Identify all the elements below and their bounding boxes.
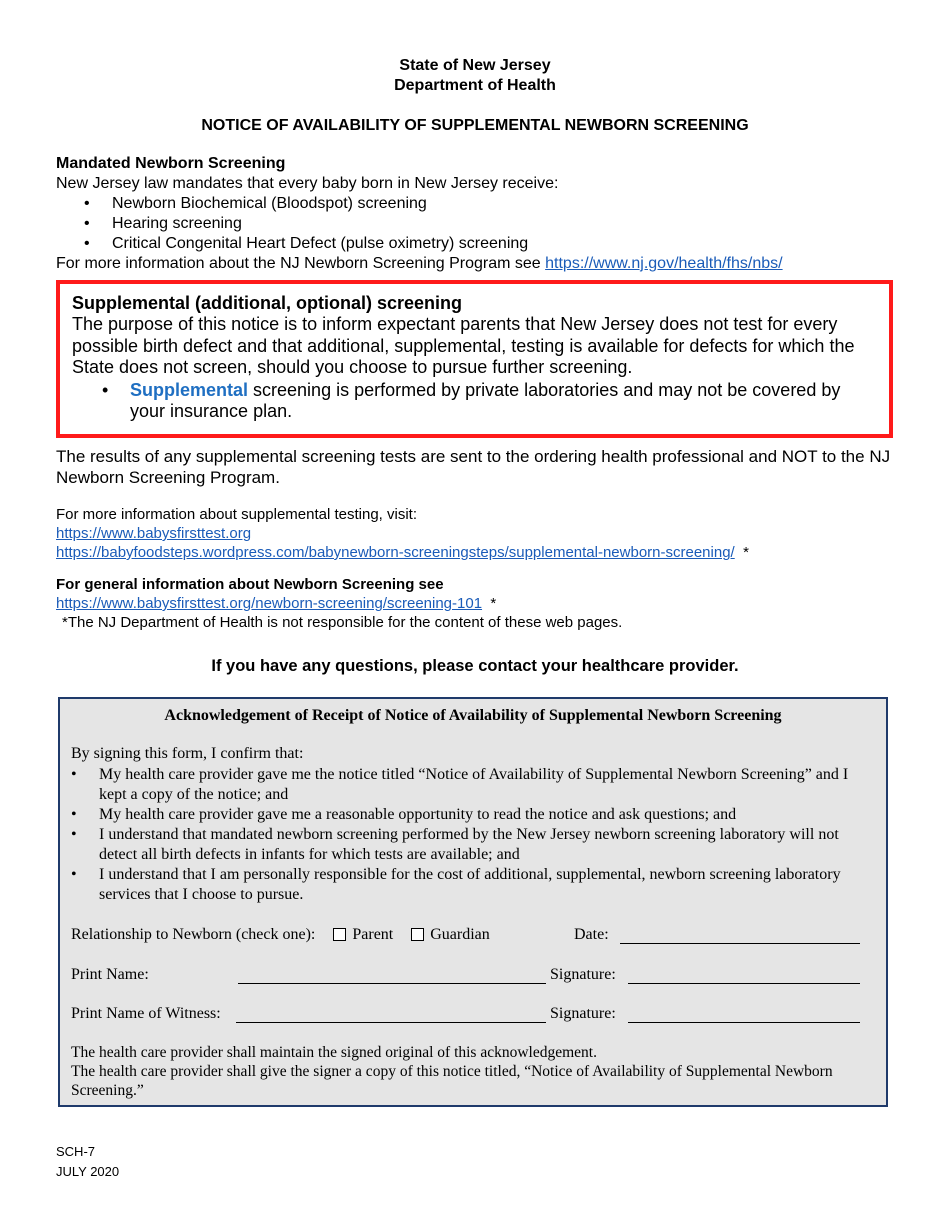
more-info-section bbox=[56, 505, 916, 562]
supplemental-alert-box bbox=[56, 280, 893, 438]
guardian-option-label: Guardian bbox=[430, 926, 490, 943]
list-item: • Hearing screening bbox=[56, 214, 896, 234]
supplemental-highlight: Supplemental bbox=[130, 379, 249, 400]
link-marker: * bbox=[743, 544, 749, 561]
questions-text: If you have any questions, please contact your healthcare provider. bbox=[211, 657, 739, 675]
parent-option-label: Parent bbox=[352, 926, 394, 943]
mandated-intro: New Jersey law mandates that every baby born in New Jersey receive: bbox=[56, 175, 559, 192]
ack-intro: By signing this form, I confirm that: bbox=[71, 745, 304, 762]
babyfoodsteps-link[interactable]: https://babyfoodsteps.wordpress.com/babynewborn-screeningsteps/supplemental-newborn-screening/ bbox=[56, 544, 735, 561]
mandated-section bbox=[56, 154, 896, 274]
state-name: State of New Jersey bbox=[399, 57, 551, 74]
parent-checkbox[interactable] bbox=[333, 928, 346, 941]
notice-title: NOTICE OF AVAILABILITY OF SUPPLEMENTAL NEWBORN SCREENING bbox=[201, 117, 749, 134]
babysfirsttest-link[interactable]: https://www.babysfirsttest.org bbox=[56, 525, 252, 542]
signature-label: Signature: bbox=[550, 966, 616, 983]
mandated-heading: Mandated Newborn Screening bbox=[56, 155, 286, 172]
results-text: The results of any supplemental screening tests are sent to the ordering health professional and NOT to the NJ Newborn Screening Program. bbox=[56, 447, 891, 487]
witness-signature-label: Signature: bbox=[550, 1005, 616, 1022]
witness-signature-field[interactable] bbox=[628, 1022, 860, 1023]
link-marker: * bbox=[490, 595, 497, 612]
list-item: • Newborn Biochemical (Bloodspot) screening bbox=[56, 194, 896, 214]
ack-list bbox=[71, 765, 871, 905]
date-label: Date: bbox=[574, 926, 609, 943]
ack-footer-line1: The health care provider shall maintain the signed original of this acknowledgement. bbox=[71, 1044, 597, 1061]
mandated-more-info bbox=[56, 254, 896, 274]
mandated-list bbox=[56, 194, 896, 254]
more-info-text: For more information about the NJ Newborn Screening Program see bbox=[56, 255, 546, 272]
print-name-label: Print Name: bbox=[71, 966, 149, 983]
list-item: • I understand that I am personally responsible for the cost of additional, supplemental, newborn screening laboratory services that I choose to pursue. bbox=[71, 865, 871, 905]
supplemental-list bbox=[72, 380, 875, 423]
department-name: Department of Health bbox=[394, 77, 556, 94]
supplemental-bullet-text: screening is performed by private laboratories and may not be covered by your insurance plan. bbox=[130, 379, 841, 421]
screening-101-link[interactable]: https://www.babysfirsttest.org/newborn-screening/screening-101 bbox=[56, 595, 483, 612]
list-item bbox=[72, 380, 875, 423]
signature-field[interactable] bbox=[628, 983, 860, 984]
date-field[interactable] bbox=[620, 943, 860, 944]
relationship-row bbox=[71, 925, 490, 945]
print-name-field[interactable] bbox=[238, 983, 546, 984]
list-item: • Critical Congenital Heart Defect (pulse oximetry) screening bbox=[56, 234, 896, 254]
more-info-label: For more information about supplemental testing, visit: bbox=[56, 506, 418, 523]
general-info-section bbox=[56, 575, 916, 632]
disclaimer: *The NJ Department of Health is not responsible for the content of these web pages. bbox=[62, 614, 623, 631]
supplemental-heading: Supplemental (additional, optional) screening bbox=[72, 293, 463, 313]
guardian-checkbox[interactable] bbox=[411, 928, 424, 941]
relationship-label: Relationship to Newborn (check one): bbox=[71, 926, 316, 943]
form-date: JULY 2020 bbox=[56, 1164, 120, 1179]
form-code: SCH-7 bbox=[56, 1144, 96, 1159]
ack-footer bbox=[71, 1043, 881, 1100]
ack-title: Acknowledgement of Receipt of Notice of Availability of Supplemental Newborn Screening bbox=[164, 707, 782, 724]
witness-name-field[interactable] bbox=[236, 1022, 546, 1023]
supplemental-paragraph: The purpose of this notice is to inform expectant parents that New Jersey does not test for every possible birth defect and that additional, supplemental, testing is available for defects for which the State does not screen, should you choose to pursue further screening. bbox=[72, 314, 855, 377]
general-info-label: For general information about Newborn Screening see bbox=[56, 576, 444, 593]
nj-nbs-link[interactable]: https://www.nj.gov/health/fhs/nbs/ bbox=[545, 255, 783, 272]
list-item: • My health care provider gave me a reasonable opportunity to read the notice and ask questions; and bbox=[71, 805, 871, 825]
witness-label: Print Name of Witness: bbox=[71, 1005, 221, 1022]
acknowledgement-form bbox=[58, 697, 888, 1107]
list-item: • My health care provider gave me the notice titled “Notice of Availability of Supplemental Newborn Screening” and I kept a copy of the notice; and bbox=[71, 765, 871, 805]
list-item: • I understand that mandated newborn screening performed by the New Jersey newborn screening laboratory will not detect all birth defects in infants for which tests are available; and bbox=[71, 825, 871, 865]
ack-footer-line2: The health care provider shall give the signer a copy of this notice titled, “Notice of Availability of Supplemental Newborn Screening.” bbox=[71, 1063, 833, 1099]
